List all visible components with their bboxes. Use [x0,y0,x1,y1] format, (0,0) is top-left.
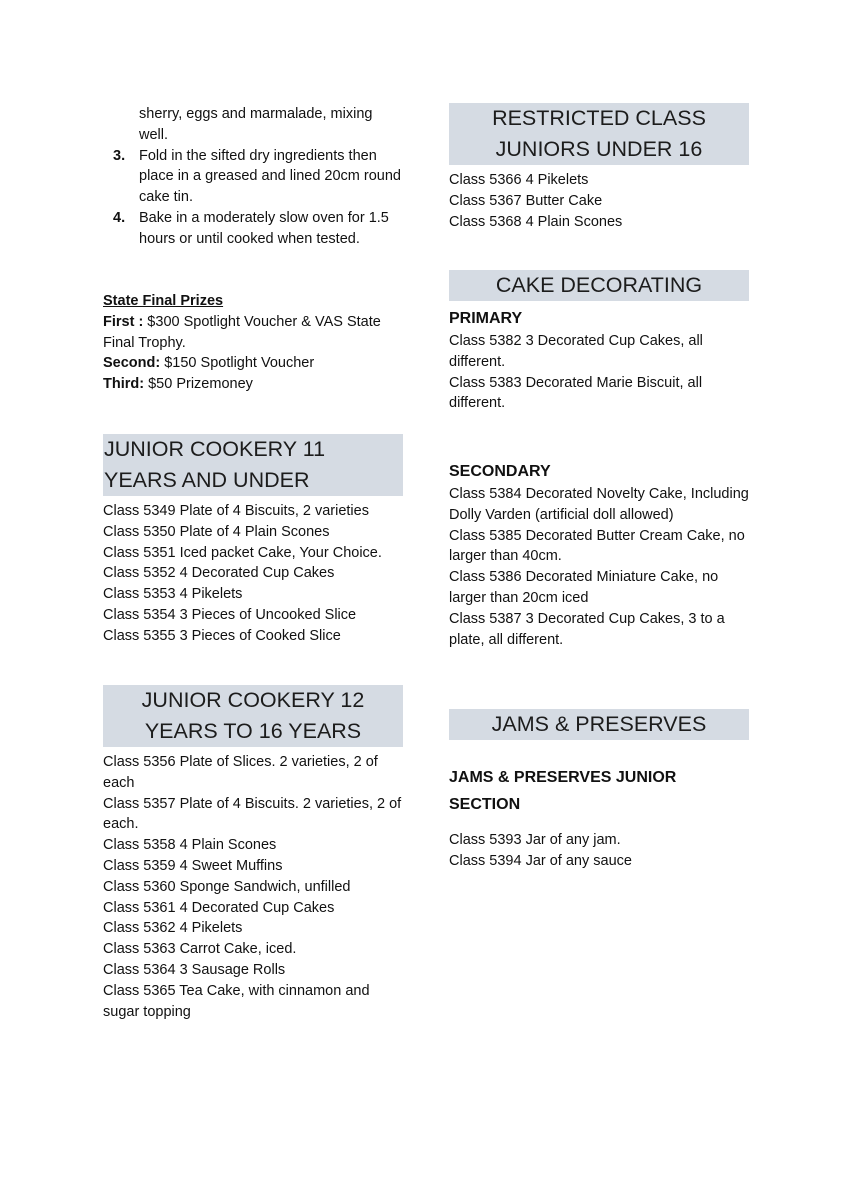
jams-heading: JAMS & PRESERVES [449,709,749,740]
prize-third-text: $50 Prizemoney [144,376,253,393]
class-item: Class 5352 4 Decorated Cup Cakes [103,565,335,582]
prize-first-text: $300 Spotlight Voucher & VAS State Final Trophy. [103,313,381,351]
class-item: Class 5357 Plate of 4 Biscuits. 2 varieties, 2 of each. [103,795,402,833]
prize-first [103,312,403,354]
step-number: 3. [113,147,126,164]
step-text: sherry, eggs and marmalade, mixing well. [139,106,373,143]
method-step [103,146,403,208]
step-number: 4. [113,209,126,226]
restricted-heading: RESTRICTED CLASS JUNIORS UNDER 16 [449,103,749,165]
primary-class-list [449,331,749,414]
class-item: Class 5382 3 Decorated Cup Cakes, all different. [449,333,703,370]
jams-class-list [449,830,749,872]
prizes-section [103,291,403,395]
class-item: Class 5383 Decorated Marie Biscuit, all different. [449,374,703,412]
junior-12-16-class-list [103,752,403,1022]
prize-first-label: First : [103,313,144,330]
class-item: Class 5349 Plate of 4 Biscuits, 2 varieties [103,503,369,519]
primary-subheading: PRIMARY [449,310,523,327]
step-text: Fold in the sifted dry ingredients then place in a greased and lined 20cm round cake tin. [139,147,401,206]
method-steps [103,104,403,250]
class-item: Class 5366 4 Pikelets [449,172,589,188]
junior-11-heading: JUNIOR COOKERY 11 YEARS AND UNDER [103,434,403,496]
class-item: Class 5355 3 Pieces of Cooked Slice [103,627,341,644]
class-item: Class 5387 3 Decorated Cup Cakes, 3 to a plate, all different. [449,610,725,648]
cake-decorating-heading: CAKE DECORATING [449,270,749,301]
prize-second [103,353,403,374]
class-item: Class 5367 Butter Cake [449,192,603,209]
class-item: Class 5386 Decorated Miniature Cake, no larger than 20cm iced [449,569,719,606]
class-item: Class 5351 Iced packet Cake, Your Choice. [103,544,382,561]
prizes-title: State Final Prizes [103,293,224,309]
prize-third [103,374,403,395]
step-text: Bake in a moderately slow oven for 1.5 hours or until cooked when tested. [139,209,389,247]
class-item: Class 5368 4 Plain Scones [449,213,623,230]
prize-third-label: Third: [103,376,145,393]
class-item: Class 5359 4 Sweet Muffins [103,857,283,874]
method-step [103,208,403,250]
class-item: Class 5363 Carrot Cake, iced. [103,941,297,958]
method-step [103,104,403,146]
class-item: Class 5385 Decorated Butter Cream Cake, no larger than 40cm. [449,527,745,565]
secondary-subheading: SECONDARY [449,463,551,480]
jams-subheading: JAMS & PRESERVES JUNIOR SECTION [449,769,677,813]
class-item: Class 5361 4 Decorated Cup Cakes [103,899,335,916]
prize-second-text: $150 Spotlight Voucher [160,355,315,372]
class-item: Class 5394 Jar of any sauce [449,852,632,869]
prize-second-label: Second: [103,355,161,372]
class-item: Class 5365 Tea Cake, with cinnamon and sugar topping [103,982,370,1020]
class-item: Class 5364 3 Sausage Rolls [103,961,286,978]
class-item: Class 5356 Plate of Slices. 2 varieties, 2 of each [103,754,378,791]
class-item: Class 5393 Jar of any jam. [449,832,621,848]
class-item: Class 5353 4 Pikelets [103,586,243,603]
restricted-class-list [449,170,749,232]
class-item: Class 5358 4 Plain Scones [103,837,277,854]
junior-11-class-list [103,501,403,647]
class-item: Class 5350 Plate of 4 Plain Scones [103,523,330,540]
class-item: Class 5354 3 Pieces of Uncooked Slice [103,606,357,623]
class-item: Class 5362 4 Pikelets [103,920,243,937]
junior-12-16-heading: JUNIOR COOKERY 12 YEARS TO 16 YEARS [103,685,403,747]
class-item: Class 5360 Sponge Sandwich, unfilled [103,878,351,895]
secondary-class-list [449,484,749,650]
class-item: Class 5384 Decorated Novelty Cake, Including Dolly Varden (artificial doll allowed) [449,486,749,523]
